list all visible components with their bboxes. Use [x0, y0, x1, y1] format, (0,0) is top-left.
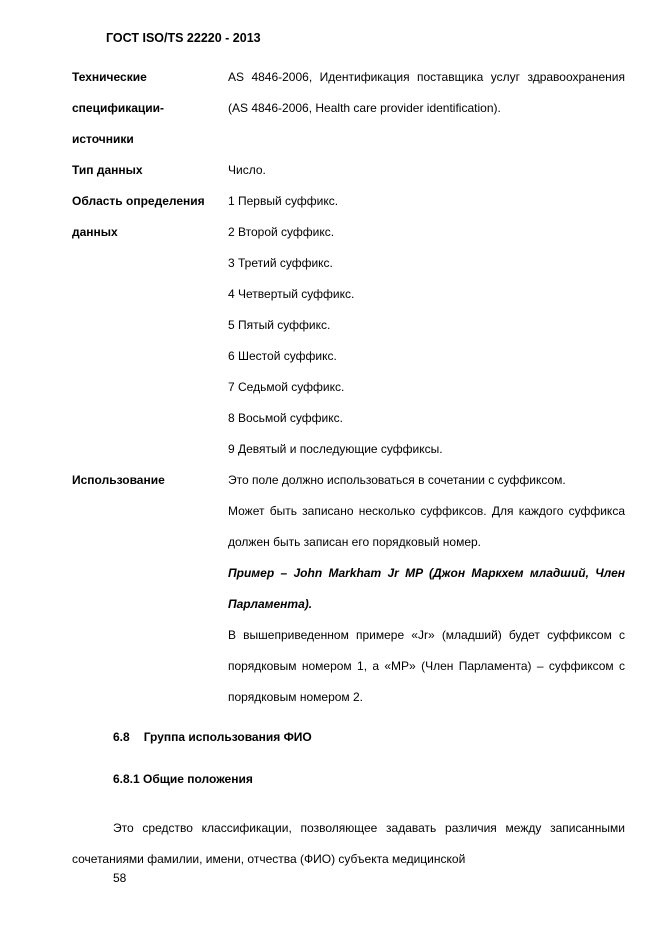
domain-item: 8 Восьмой суффикс.	[228, 411, 343, 425]
spec-label-domain: Область определения данных	[72, 194, 205, 239]
section-number: 6.8	[113, 730, 130, 744]
document-header: ГОСТ ISO/TS 22220 - 2013	[106, 31, 261, 45]
spec-row-sources	[72, 62, 625, 155]
spec-label-data-type: Тип данных	[72, 163, 143, 177]
spec-row-usage	[72, 465, 625, 713]
section-heading-6-8-1: 6.8.1 Общие положения	[113, 772, 253, 786]
page-number: 58	[113, 871, 127, 885]
spec-value-sources	[228, 62, 625, 124]
domain-item: 7 Седьмой суффикс.	[228, 380, 345, 394]
domain-item: 2 Второй суффикс.	[228, 225, 335, 239]
spec-row-domain	[72, 186, 625, 465]
usage-paragraph-2: Может быть записано несколько суффиксов. Для каждого суффикса должен быть записан его порядковый номер.	[228, 504, 625, 549]
spec-value-usage	[228, 465, 625, 713]
section-title: Группа использования ФИО	[143, 730, 312, 744]
spec-row-data-type	[72, 155, 625, 186]
spec-value-data-type	[228, 155, 625, 186]
usage-paragraph-3: В вышеприведенном примере «Jr» (младший) будет суффиксом с порядковым номером 1, а «MP» (Член Парламента) – суффиксом с порядковым номером 2.	[228, 628, 625, 704]
spec-value-domain	[228, 186, 625, 465]
domain-item: 5 Пятый суффикс.	[228, 318, 331, 332]
usage-paragraph-1: Это поле должно использоваться в сочетании с суффиксом.	[228, 473, 566, 487]
spec-label-usage: Использование	[72, 473, 165, 487]
domain-item: 9 Девятый и последующие суффиксы.	[228, 442, 443, 456]
body-paragraph: Это средство классификации, позволяющее задавать различия между записанными сочетаниями фамилии, имени, отчества (ФИО) субъекта медицинской	[72, 821, 625, 866]
domain-item: 4 Четвертый суффикс.	[228, 287, 355, 301]
sources-text: AS 4846-2006, Идентификация поставщика услуг здравоохранения (AS 4846-2006, Health care provider identification).	[228, 70, 625, 115]
domain-item: 6 Шестой суффикс.	[228, 349, 337, 363]
domain-item: 1 Первый суффикс.	[228, 194, 339, 208]
spec-label-sources: Технические спецификации-источники	[72, 70, 165, 146]
section-heading-6-8	[113, 729, 625, 745]
data-type-text: Число.	[228, 163, 266, 177]
spec-table	[72, 62, 625, 713]
usage-example: Пример – John Markham Jr MP (Джон Маркхем младший, Член Парламента).	[228, 566, 625, 611]
domain-item: 3 Третий суффикс.	[228, 256, 333, 270]
